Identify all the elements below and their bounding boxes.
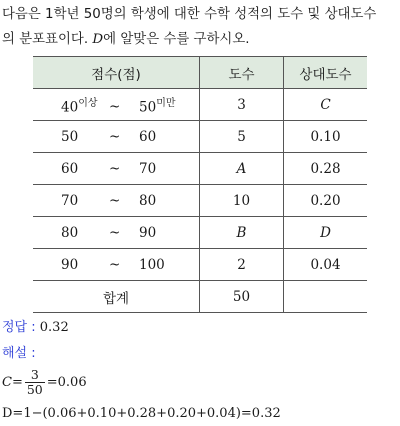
relative-frequency-cell: D [284, 217, 368, 249]
answer-line [2, 316, 69, 335]
class-from: 50 [61, 128, 79, 145]
score-class [33, 121, 200, 153]
class-from: 80 [61, 224, 79, 241]
score-class [33, 89, 200, 121]
class-tilde: ~ [109, 128, 121, 145]
class-to-note: 미만 [156, 97, 176, 109]
class-tilde: ~ [109, 192, 121, 209]
class-tilde: ~ [109, 99, 121, 116]
score-class [33, 249, 200, 281]
class-tilde: ~ [109, 256, 121, 273]
class-to: 80 [139, 192, 157, 209]
c-numerator: 3 [25, 368, 45, 383]
table-row [33, 121, 367, 153]
score-class [33, 185, 200, 217]
class-to: 90 [139, 224, 157, 241]
class-tilde: ~ [109, 160, 121, 177]
class-to: 70 [139, 160, 157, 177]
question-line-2-start: 의 분포표이다. [2, 32, 93, 47]
c-result: =0.06 [46, 375, 87, 390]
header-frequency: 도수 [200, 57, 284, 89]
class-to: 100 [139, 256, 165, 273]
header-relative-frequency: 상대도수 [284, 57, 368, 89]
class-from: 70 [61, 192, 79, 209]
class-to: 60 [139, 128, 157, 145]
total-count: 50 [200, 281, 284, 313]
header-score: 점수(점) [33, 57, 200, 89]
table-total-row [33, 281, 367, 313]
frequency-table [33, 56, 367, 313]
explanation-d-equation: D=1−(0.06+0.10+0.28+0.20+0.04)=0.32 [2, 406, 281, 421]
explanation-c-equation [2, 368, 87, 397]
table-row [33, 153, 367, 185]
class-from: 60 [61, 160, 79, 177]
question-line-1: 다음은 1학년 50명의 학생에 대한 수학 성적의 도수 및 상대도수 [2, 7, 377, 22]
class-from: 90 [61, 256, 79, 273]
frequency-cell: A [200, 153, 284, 185]
relative-frequency-cell: C [284, 89, 368, 121]
class-tilde: ~ [109, 224, 121, 241]
relative-frequency-cell: 0.28 [284, 153, 368, 185]
total-label: 합계 [33, 281, 200, 313]
relative-frequency-cell: 0.04 [284, 249, 368, 281]
table-body [33, 89, 367, 281]
table-row [33, 185, 367, 217]
c-equals: = [11, 375, 23, 390]
class-from: 40 [61, 99, 79, 116]
c-denominator: 50 [26, 382, 43, 397]
answer-value: 0.32 [39, 320, 69, 335]
c-fraction [25, 368, 45, 397]
class-from-note: 이상 [78, 97, 98, 109]
table-row [33, 89, 367, 121]
question-variable-d: D [92, 32, 104, 47]
table-row [33, 249, 367, 281]
frequency-cell: 10 [200, 185, 284, 217]
frequency-cell: 2 [200, 249, 284, 281]
relative-frequency-cell: 0.10 [284, 121, 368, 153]
frequency-cell: B [200, 217, 284, 249]
question-line-2-end: 에 알맞은 수를 구하시오. [103, 32, 250, 47]
answer-label: 정답 : [2, 320, 36, 335]
class-to: 50 [139, 99, 157, 116]
table-row [33, 217, 367, 249]
question-line-2 [2, 28, 250, 47]
table-header-row [33, 57, 367, 89]
c-variable: C [2, 375, 12, 390]
frequency-cell: 5 [200, 121, 284, 153]
explanation-label: 해설 : [2, 346, 36, 361]
total-relative [284, 281, 368, 313]
score-class [33, 217, 200, 249]
score-class [33, 153, 200, 185]
frequency-cell: 3 [200, 89, 284, 121]
relative-frequency-cell: 0.20 [284, 185, 368, 217]
